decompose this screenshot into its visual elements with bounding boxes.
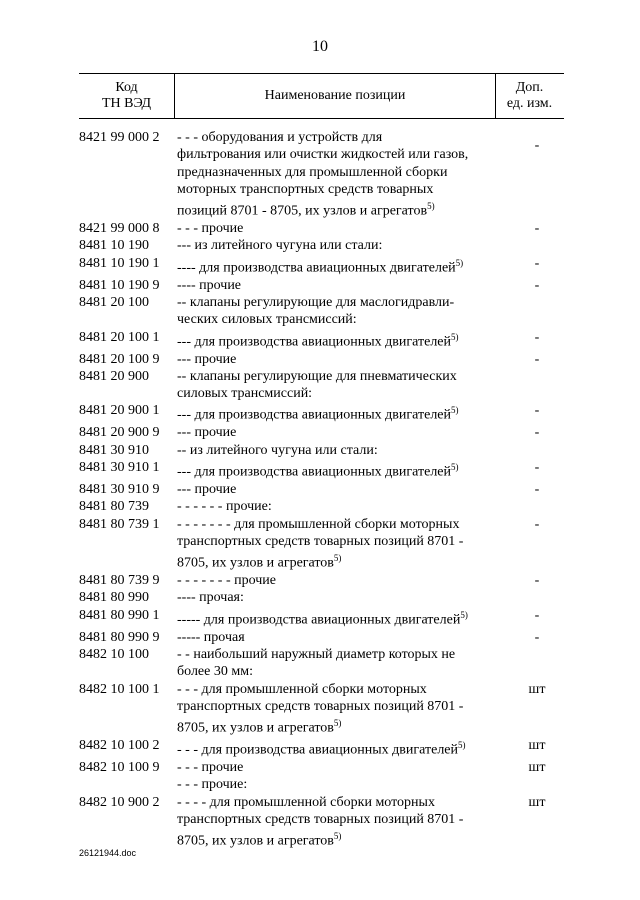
row-description (177, 220, 507, 237)
header-unit (495, 74, 564, 118)
table-row (79, 681, 569, 738)
row-unit: - (534, 138, 540, 153)
row-code: 8482 10 100 1 (79, 681, 160, 697)
row-unit: - (534, 403, 540, 419)
row-description-text: --- прочие (177, 481, 237, 497)
row-description (177, 794, 507, 851)
row-description-line (177, 663, 507, 680)
row-code: 8481 80 739 9 (79, 573, 160, 589)
row-description-text: - - - прочие (177, 760, 244, 775)
row-description-line (177, 198, 507, 220)
row-description (177, 402, 507, 424)
table-row (79, 237, 569, 254)
table-row (79, 572, 569, 589)
row-description (177, 759, 507, 776)
row-description-line (177, 146, 507, 163)
table-row (79, 351, 569, 368)
row-description (177, 424, 507, 441)
table-row (79, 368, 569, 403)
header-unit-line1: Доп. (515, 80, 544, 95)
row-description-line (177, 294, 507, 311)
footnote-marker: 5) (333, 831, 342, 842)
table-row (79, 129, 569, 220)
row-description-text: - - - прочие: (177, 777, 248, 793)
row-description (177, 255, 507, 277)
row-description (177, 776, 507, 793)
footnote-marker: 5) (451, 461, 459, 472)
row-unit: - (534, 255, 540, 271)
row-description-line (177, 550, 507, 572)
header-code (79, 74, 174, 118)
row-description-text: --- для производства авиационных двигателей (177, 334, 452, 350)
table-row (79, 402, 569, 424)
row-unit: - (534, 351, 540, 367)
row-description-text: 8705, их узлов и агрегатов (177, 833, 334, 849)
row-description-line (177, 129, 507, 146)
row-code: 8481 30 910 1 (79, 459, 160, 475)
row-description-line (177, 329, 507, 351)
row-description-line (177, 589, 507, 606)
row-description-line (177, 181, 507, 198)
table-row (79, 737, 569, 759)
row-unit: - (534, 607, 540, 623)
row-description-text: --- для производства авиационных двигателей (177, 408, 452, 424)
row-description-line (177, 811, 507, 828)
row-unit: - (534, 516, 540, 532)
row-description-line (177, 424, 507, 441)
table-row (79, 498, 569, 515)
row-description (177, 329, 507, 351)
header-code-line2: ТН ВЭД (101, 96, 152, 111)
table-row (79, 776, 569, 793)
table-row (79, 516, 569, 573)
row-unit: - (534, 573, 540, 589)
row-description-line (177, 481, 507, 498)
row-description-text: - - - для промышленной сборки моторных (177, 681, 427, 697)
row-description-text: - - - прочие (177, 221, 244, 237)
row-description-line (177, 516, 507, 533)
row-code: 8481 80 990 (79, 590, 149, 606)
row-description-line (177, 776, 507, 793)
header-name: Наименование позиции (174, 74, 496, 118)
row-description (177, 237, 507, 254)
row-description (177, 368, 507, 403)
row-description-text: ---- прочие (177, 277, 242, 293)
row-description-text: моторных транспортных средств товарных (177, 181, 434, 197)
row-description-line (177, 402, 507, 424)
row-code: 8481 20 900 1 (79, 403, 160, 419)
table-row (79, 646, 569, 681)
footnote-marker: 5) (451, 405, 459, 416)
row-description-text: позиций 8701 - 8705, их узлов и агрегатов (177, 203, 428, 219)
row-description (177, 277, 507, 294)
footnote-marker: 5) (333, 553, 342, 564)
row-description-text: --- прочие (177, 351, 237, 367)
table-header (79, 73, 564, 119)
row-description-text: - - - - для промышленной сборки моторных (177, 794, 435, 810)
footnote-marker: 5) (333, 718, 342, 729)
row-description-text: ----- для производства авиационных двигателей (177, 612, 461, 628)
row-description-text: ---- прочая: (177, 590, 244, 606)
row-description-line (177, 715, 507, 737)
row-description-line (177, 533, 507, 550)
row-description-line (177, 759, 507, 776)
row-description-line (177, 351, 507, 368)
row-description-line (177, 311, 507, 328)
row-description-line (177, 629, 507, 646)
row-description-text: транспортных средств товарных позиций 8701 - (177, 533, 464, 549)
row-unit: - (534, 221, 540, 237)
row-description-line (177, 498, 507, 515)
row-description-text: --- из литейного чугуна или стали: (177, 238, 383, 254)
row-description-text: - - - - - - прочие: (177, 499, 272, 515)
row-description (177, 607, 507, 629)
row-unit: - (534, 481, 540, 497)
row-description-text: 8705, их узлов и агрегатов (177, 555, 334, 571)
table-row (79, 589, 569, 606)
row-code: 8481 20 900 9 (79, 425, 160, 441)
row-description-line (177, 681, 507, 698)
row-description (177, 516, 507, 573)
table-row (79, 220, 569, 237)
row-description-line (177, 442, 507, 459)
row-description-text: фильтрования или очистки жидкостей или газов, (177, 147, 469, 163)
row-code: 8482 10 100 (79, 646, 149, 662)
row-unit: - (534, 329, 540, 345)
row-description-text: ---- для производства авиационных двигателей (177, 260, 456, 276)
row-description-text: -- из литейного чугуна или стали: (177, 442, 378, 458)
row-description-text: силовых трансмиссий: (177, 386, 313, 402)
row-description (177, 737, 507, 759)
row-code: 8481 30 910 9 (79, 481, 160, 497)
row-code: 8482 10 900 2 (79, 794, 160, 810)
row-description (177, 294, 507, 329)
row-code: 8481 80 990 1 (79, 607, 160, 623)
row-description-line (177, 828, 507, 850)
table-row (79, 442, 569, 459)
table-body (79, 129, 569, 850)
header-code-line1: Код (115, 80, 138, 95)
table-row (79, 329, 569, 351)
row-description (177, 498, 507, 515)
row-code: 8481 80 990 9 (79, 629, 160, 645)
row-description-line (177, 164, 507, 181)
row-description-line (177, 572, 507, 589)
row-code: 8481 10 190 9 (79, 277, 160, 293)
row-code: 8481 20 100 9 (79, 351, 160, 367)
row-description (177, 589, 507, 606)
row-code: 8481 30 910 (79, 442, 149, 458)
row-unit: шт (528, 681, 546, 697)
row-unit: - (534, 277, 540, 293)
row-description-line (177, 237, 507, 254)
row-unit: - (534, 629, 540, 645)
row-description-text: -- клапаны регулирующие для пневматических (177, 368, 457, 384)
row-description (177, 481, 507, 498)
row-description-text: транспортных средств товарных позиций 8701 - (177, 811, 464, 827)
row-code: 8481 80 739 (79, 499, 149, 515)
row-description (177, 351, 507, 368)
table-row (79, 759, 569, 776)
footnote-marker: 5) (451, 331, 459, 342)
row-code: 8482 10 100 2 (79, 738, 160, 754)
file-name-footer: 26121944.doc (79, 848, 137, 858)
row-code: 8481 10 190 (79, 238, 149, 254)
footnote-marker: 5) (460, 609, 468, 620)
footnote-marker: 5) (455, 257, 464, 268)
row-description-line (177, 220, 507, 237)
row-code: 8482 10 100 9 (79, 760, 160, 775)
table-row (79, 481, 569, 498)
row-description (177, 129, 507, 220)
row-description-text: транспортных средств товарных позиций 8701 - (177, 698, 464, 714)
row-description-text: ----- прочая (177, 629, 245, 645)
row-description-text: предназначенных для промышленной сборки (177, 164, 448, 180)
table-row (79, 255, 569, 277)
row-description-line (177, 277, 507, 294)
row-description-text: - - - - - - - для промышленной сборки моторных (177, 516, 460, 532)
row-unit: - (534, 425, 540, 441)
row-code: 8481 80 739 1 (79, 516, 160, 532)
row-code: 8481 20 100 (79, 294, 149, 310)
row-unit: шт (528, 794, 546, 810)
table-row (79, 294, 569, 329)
row-code: 8481 10 190 1 (79, 255, 160, 271)
row-description (177, 442, 507, 459)
row-description-line (177, 646, 507, 663)
row-unit: - (534, 459, 540, 475)
row-description-line (177, 385, 507, 402)
table-row (79, 607, 569, 629)
row-description-text: - - - - - - - прочие (177, 573, 277, 589)
table-row (79, 459, 569, 481)
row-description-line (177, 368, 507, 385)
row-description-text: ческих силовых трансмиссий: (177, 312, 357, 328)
row-description (177, 629, 507, 646)
row-description-line (177, 459, 507, 481)
table-row (79, 629, 569, 646)
row-description-line (177, 794, 507, 811)
row-code: 8481 20 100 1 (79, 329, 160, 345)
row-description (177, 646, 507, 681)
row-code: 8421 99 000 8 (79, 221, 160, 237)
row-unit: шт (528, 738, 546, 754)
footnote-marker: 5) (427, 201, 435, 212)
row-description-text: -- клапаны регулирующие для маслогидравли- (177, 294, 455, 310)
row-description-text: - - наибольший наружный диаметр которых не (177, 646, 456, 662)
row-description (177, 572, 507, 589)
row-description-text: 8705, их узлов и агрегатов (177, 720, 334, 736)
row-code: 8481 20 900 (79, 368, 149, 384)
page-number: 10 (312, 38, 328, 55)
row-description (177, 681, 507, 738)
table-row (79, 424, 569, 441)
row-description-line (177, 737, 507, 759)
row-description-text: --- прочие (177, 425, 237, 441)
row-description-line (177, 255, 507, 277)
row-description-text: --- для производства авиационных двигателей (177, 464, 452, 480)
row-description-line (177, 698, 507, 715)
row-description-text: более 30 мм: (177, 664, 253, 680)
row-description (177, 459, 507, 481)
row-code: 8421 99 000 2 (79, 130, 160, 145)
table-row (79, 794, 569, 851)
header-unit-line2: ед. изм. (506, 96, 553, 111)
footnote-marker: 5) (458, 740, 466, 751)
row-description-text: - - - для производства авиационных двигателей (177, 742, 459, 758)
table-row (79, 277, 569, 294)
row-unit: шт (528, 760, 546, 775)
row-description-text: - - - оборудования и устройств для (177, 130, 383, 145)
row-description-line (177, 607, 507, 629)
